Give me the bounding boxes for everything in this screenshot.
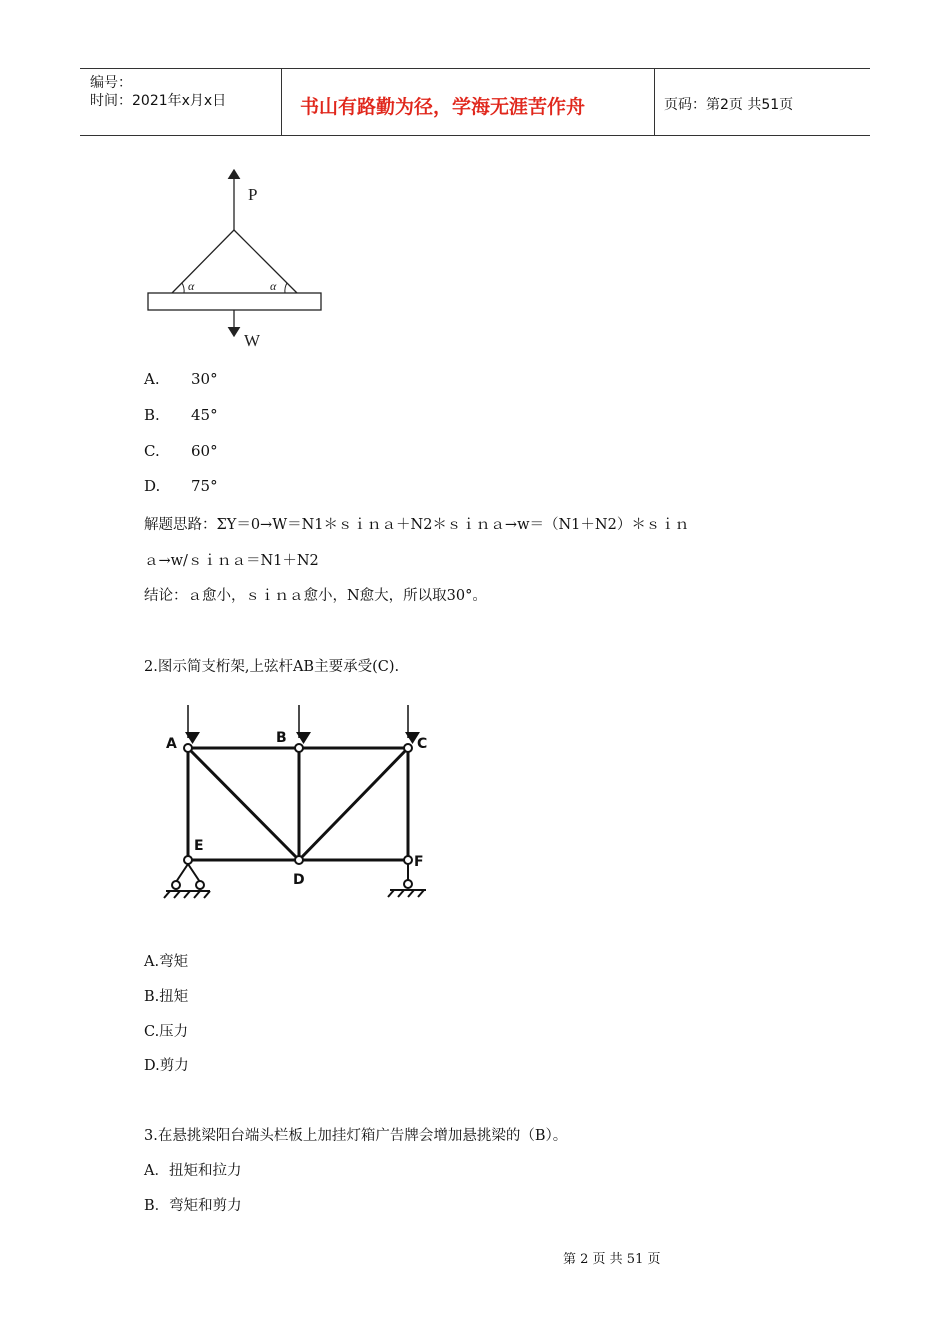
header-page-info: 页码：第2页 共51页 [664, 97, 794, 113]
node-c-label: C [417, 736, 428, 752]
question1-conclusion: 结论：ａ愈小，ｓｉｎａ愈小，N愈大，所以取30°。 [144, 588, 487, 604]
node-e-label: E [194, 838, 204, 854]
option-letter: B. [144, 406, 160, 424]
option-text: 75° [191, 477, 218, 495]
option-letter: C. [144, 442, 160, 460]
angle-arc-left [182, 283, 184, 293]
header-time-label: 时间：2021年x月x日 [90, 93, 227, 109]
angle-right-label: α [270, 279, 277, 293]
question2-stem: 2.图示简支桁架,上弦杆AB主要承受(C). [144, 659, 400, 675]
option-text: 60° [191, 442, 218, 460]
header-top-border [80, 68, 870, 69]
question1-option-d [144, 477, 218, 495]
footer-page-number: 第 2 页 共 51 页 [563, 1252, 661, 1267]
cable-left [172, 230, 234, 293]
left-support [164, 864, 210, 898]
header-divider-right [654, 68, 655, 136]
angle-arc-right [285, 283, 287, 293]
node-d-label: D [293, 872, 305, 888]
question1-figure [130, 160, 350, 355]
option-letter: A． [144, 1163, 169, 1179]
question1-solution-line1: 解题思路：ΣY＝0→W＝N1＊ｓｉｎａ＋N2＊ｓｉｎａ→w＝（N1＋N2）＊ｓｉｎ [144, 517, 690, 533]
question1-option-b [144, 406, 218, 424]
plate [148, 293, 321, 310]
question2-option-a: A.弯矩 [144, 954, 189, 970]
question2-option-b: B.扭矩 [144, 989, 189, 1005]
question1-option-c [144, 442, 218, 460]
option-letter: A. [144, 370, 160, 388]
option-letter: B． [144, 1198, 170, 1214]
option-letter: D. [144, 477, 161, 495]
node-a-label: A [166, 736, 177, 752]
option-text: 45° [191, 406, 218, 424]
node-f-label: F [414, 854, 424, 870]
truss-members [188, 748, 408, 860]
force-p-label: P [248, 185, 258, 204]
question3-option-a [144, 1159, 241, 1180]
header-divider-left [281, 68, 282, 136]
header-number-label: 编号： [90, 75, 132, 91]
question1-solution-line2: ａ→w/ｓｉｎａ＝N1＋N2 [144, 553, 319, 569]
header-bottom-border [80, 135, 870, 136]
header-slogan: 书山有路勤为径，学海无涯苦作舟 [300, 96, 586, 118]
angle-left-label: α [188, 279, 195, 293]
force-w-label: W [244, 331, 261, 350]
question3-stem: 3.在悬挑梁阳台端头栏板上加挂灯箱广告牌会增加悬挑梁的（B）。 [144, 1128, 568, 1144]
question1-option-a [144, 370, 218, 388]
question2-option-c: C.压力 [144, 1024, 189, 1040]
question3-option-b [144, 1194, 242, 1215]
cable-right [234, 230, 297, 293]
option-text: 30° [191, 370, 218, 388]
node-b-label: B [276, 730, 287, 746]
question2-truss-figure [150, 700, 450, 910]
option-text: 扭矩和拉力 [168, 1163, 242, 1179]
option-text: 弯矩和剪力 [169, 1198, 242, 1214]
question2-option-d: D.剪力 [144, 1058, 189, 1074]
